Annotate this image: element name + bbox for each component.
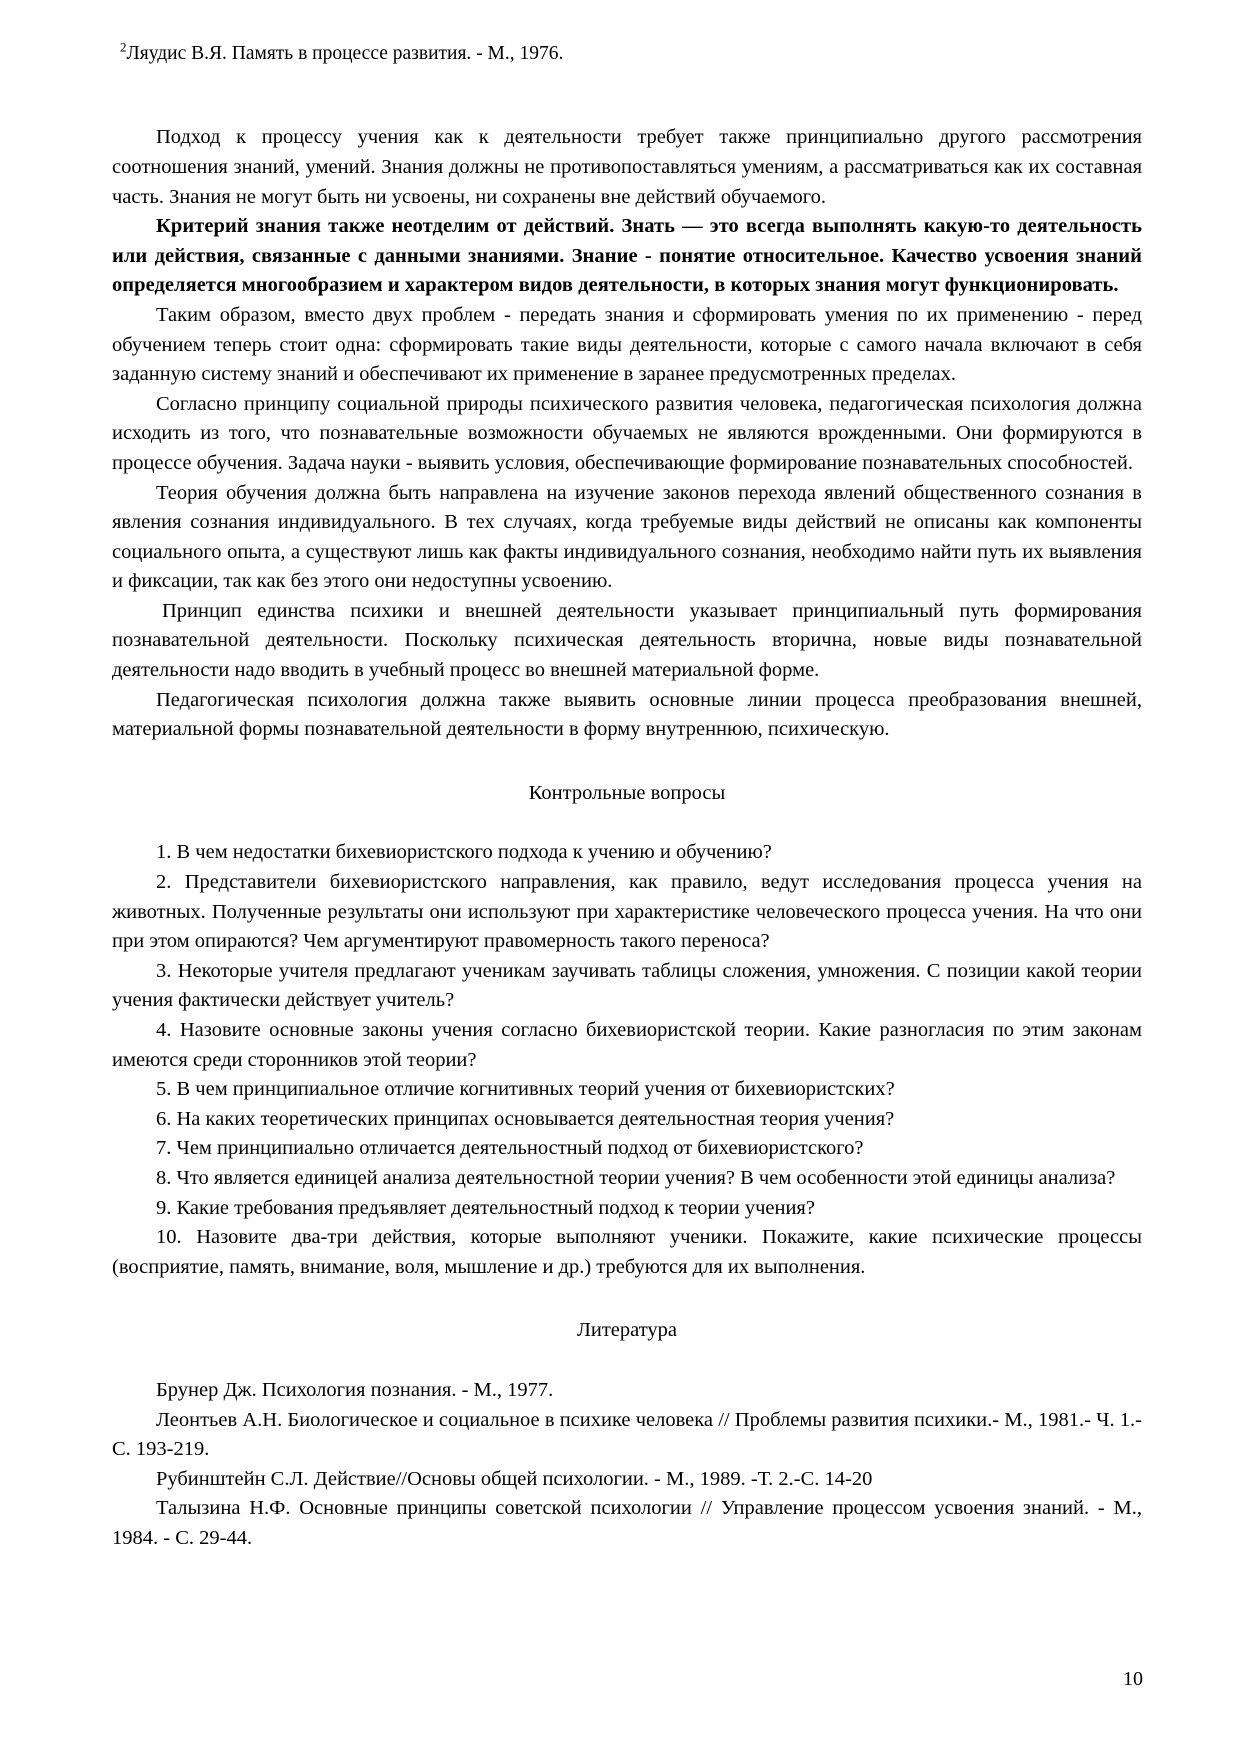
paragraph-unity-principle: Принцип единства психики и внешней деятельности указывает принципиальный путь формирования познавательной деятельности. Поскольку психическая деятельность вторична, новые виды познавательной деятельности надо вводить в учебный процесс во внешней материальной форме. [112, 599, 1142, 682]
page-number: 10 [1123, 1668, 1143, 1690]
paragraph-criterion: Критерий знания также неотделим от действий. Знать — это всегда выполнять какую-то деятельность или действия, связанные с данными знаниями. Знание - понятие относительное. Качество усвоения знаний определяется многообразием и характером видов деятельности, в которых знания могут функционировать. [112, 215, 1142, 297]
question-item: 9. Какие требования предъявляет деятельностный подход к теории учения? [156, 1196, 815, 1219]
question-item: 8. Что является единицей анализа деятельностной теории учения? В чем особенности этой единицы анализа? [156, 1166, 1116, 1189]
spacer-after-questions-heading [112, 808, 1142, 838]
bibliography-entry: Леонтьев А.Н. Биологическое и социальное в психике человека // Проблемы развития психики.- М., 1981.- Ч. 1.-С. 193-219. [112, 1408, 1142, 1461]
literature-list [112, 1376, 1142, 1554]
bibliography-entry: Рубинштейн С.Л. Действие//Основы общей психологии. - М., 1989. -Т. 2.-С. 14-20 [156, 1467, 873, 1490]
spacer-after-literature-heading [112, 1346, 1142, 1376]
question-item: 7. Чем принципиально отличается деятельностный подход от бихевиористского? [156, 1137, 864, 1160]
questions-list [112, 838, 1142, 1282]
question-item: 5. В чем принципиальное отличие когнитивных теорий учения от бихевиористских? [156, 1078, 895, 1101]
paragraph-ped-psychology: Педагогическая психология должна также выявить основные линии процесса преобразования внешней, материальной формы познавательной деятельности в форму внутреннюю, психическую. [112, 688, 1142, 741]
paragraph-thus: Таким образом, вместо двух проблем - передать знания и сформировать умения по их применению - перед обучением теперь стоит одна: сформировать такие виды деятельности, которые с самого начала включают в себя заданную систему знаний и обеспечивают их применение в заранее предусмотренных пределах. [112, 303, 1142, 386]
paragraph-approach: Подход к процессу учения как к деятельности требует также принципиально другого рассмотрения соотношения знаний, умений. Знания должны не противопоставляться умениям, а рассматриваться как их составная часть. Знания не могут быть ни усвоены, ни сохранены вне действий обучаемого. [112, 126, 1142, 208]
question-item: 10. Назовите два-три действия, которые выполняют ученики. Покажите, какие психические процессы (восприятие, память, внимание, воля, мышление и др.) требуются для их выполнения. [112, 1226, 1142, 1278]
paragraph-theory-learning: Теория обучения должна быть направлена на изучение законов перехода явлений общественного сознания в явления сознания индивидуального. В тех случаях, когда требуемые виды действий не описаны как компоненты социального опыта, а существуют лишь как факты индивидуального сознания, необходимо найти путь их выявления и фиксации, так как без этого они недоступны усвоению. [112, 481, 1142, 593]
spacer-before-literature-heading [112, 1282, 1142, 1316]
paragraph-social-nature: Согласно принципу социальной природы психического развития человека, педагогическая психология должна исходить из того, что познавательные возможности обучаемых не являются врожденными. Они формируются в процессе обучения. Задача науки - выявить условия, обеспечивающие формирование познавательных способностей. [112, 392, 1142, 474]
question-item: 4. Назовите основные законы учения согласно бихевиористской теории. Какие разногласия по этим законам имеются среди сторонников этой теории? [112, 1019, 1142, 1071]
questions-heading: Контрольные вопросы [528, 781, 726, 804]
question-item: 1. В чем недостатки бихевиористского подхода к учению и обучению? [156, 841, 772, 864]
bibliography-entry: Брунер Дж. Психология познания. - М., 1977. [156, 1378, 554, 1401]
footnote-reference [112, 39, 1142, 65]
footnote-text: Ляудис В.Я. Память в процессе развития. - М., 1976. [126, 43, 564, 64]
literature-heading: Литература [576, 1319, 678, 1342]
footnote-marker: 2 [120, 39, 127, 55]
spacer-before-questions-heading [112, 745, 1142, 779]
body-text-block [112, 123, 1142, 744]
page-content [112, 0, 1142, 1554]
question-item: 3. Некоторые учителя предлагают ученикам заучивать таблицы сложения, умножения. С позиции какой теории учения фактически действует учитель? [112, 959, 1142, 1012]
question-item: 6. На каких теоретических принципах основывается деятельностная теория учения? [156, 1107, 895, 1130]
question-item: 2. Представители бихевиористского направления, как правило, ведут исследования процесса учения на животных. Полученные результаты они используют при характеристике человеческого процесса учения. На что они при этом опираются? Чем аргументируют правомерность такого переноса? [112, 871, 1142, 953]
bibliography-entry: Талызина Н.Ф. Основные принципы советской психологии // Управление процессом усвоения знаний. - М., 1984. - С. 29-44. [112, 1497, 1142, 1549]
